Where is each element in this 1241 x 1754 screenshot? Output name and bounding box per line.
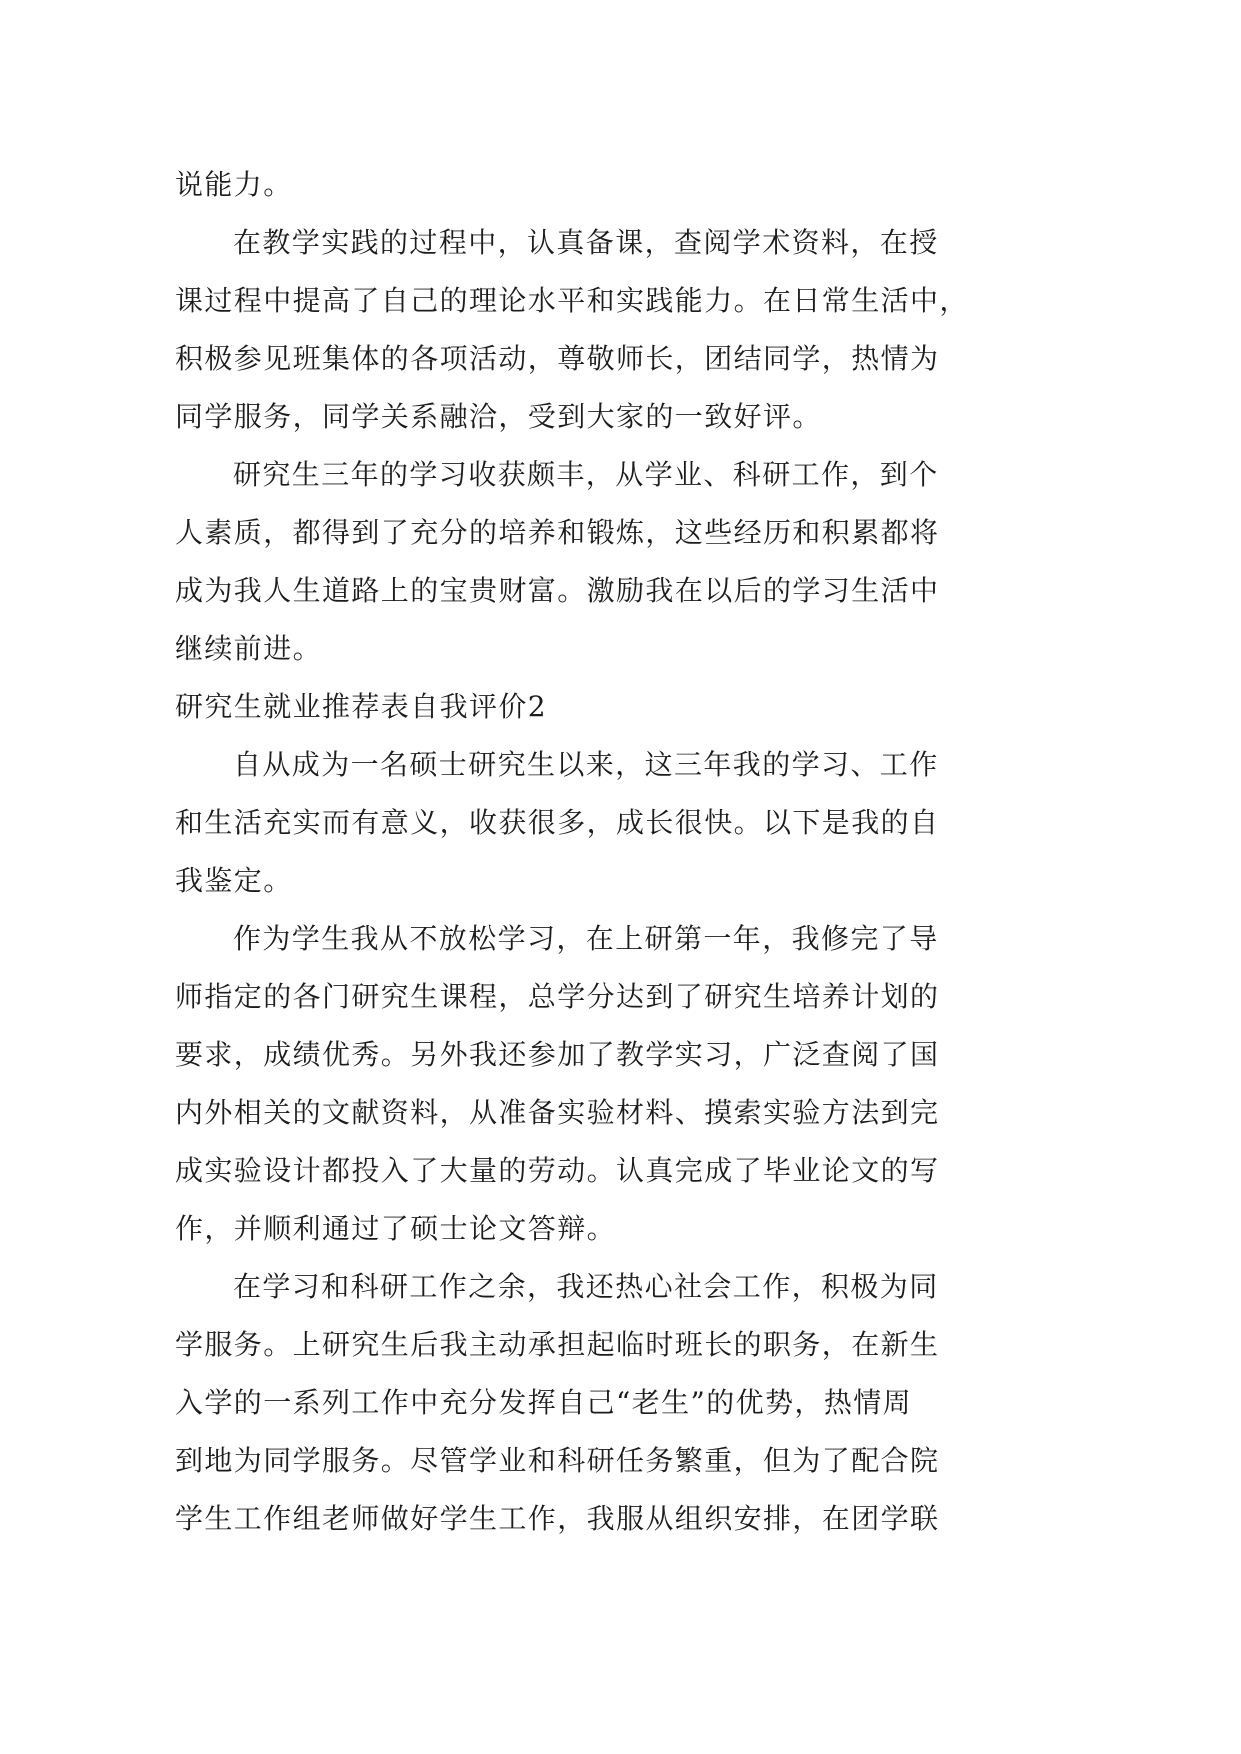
text-line: 师指定的各门研究生课程，总学分达到了研究生培养计划的 xyxy=(175,980,940,1013)
text-line: 成为我人生道路上的宝贵财富。激励我在以后的学习生活中 xyxy=(175,574,940,607)
text-line: 成实验设计都投入了大量的劳动。认真完成了毕业论文的写 xyxy=(175,1154,940,1187)
text-line: 作，并顺利通过了硕士论文答辩。 xyxy=(175,1212,617,1245)
paragraph xyxy=(175,736,1175,910)
section-heading: 研究生就业推荐表自我评价2 xyxy=(175,690,548,723)
text-line: 人素质，都得到了充分的培养和锻炼，这些经历和积累都将 xyxy=(175,516,940,549)
text-line: 说能力。 xyxy=(175,168,293,201)
text-line: 自从成为一名硕士研究生以来，这三年我的学习、工作 xyxy=(233,748,939,781)
text-line: 我鉴定。 xyxy=(175,864,293,897)
text-line: 入学的一系列工作中充分发挥自己“老生”的优势，热情周 xyxy=(175,1386,913,1419)
text-line: 要求，成绩优秀。另外我还参加了教学实习，广泛查阅了国 xyxy=(175,1038,940,1071)
text-line: 学生工作组老师做好学生工作，我服从组织安排，在团学联 xyxy=(175,1502,940,1535)
document-body xyxy=(175,156,1175,1548)
text-line: 积极参见班集体的各项活动，尊敬师长，团结同学，热情为 xyxy=(175,342,940,375)
paragraph xyxy=(175,214,1175,446)
text-line: 研究生三年的学习收获颇丰，从学业、科研工作，到个 xyxy=(233,458,939,491)
text-line: 课过程中提高了自己的理论水平和实践能力。在日常生活中， xyxy=(175,284,969,317)
text-line: 继续前进。 xyxy=(175,632,323,665)
text-line: 内外相关的文献资料，从准备实验材料、摸索实验方法到完 xyxy=(175,1096,940,1129)
text-line: 学服务。上研究生后我主动承担起临时班长的职务，在新生 xyxy=(175,1328,940,1361)
text-line: 作为学生我从不放松学习，在上研第一年，我修完了导 xyxy=(233,922,939,955)
paragraph xyxy=(175,156,1175,214)
text-line: 同学服务，同学关系融洽，受到大家的一致好评。 xyxy=(175,400,822,433)
text-line: 在教学实践的过程中，认真备课，查阅学术资料，在授 xyxy=(233,226,939,259)
paragraph xyxy=(175,910,1175,1258)
text-line: 在学习和科研工作之余，我还热心社会工作，积极为同 xyxy=(233,1270,939,1303)
paragraph xyxy=(175,1258,1175,1548)
text-line: 到地为同学服务。尽管学业和科研任务繁重，但为了配合院 xyxy=(175,1444,940,1477)
text-line: 和生活充实而有意义，收获很多，成长很快。以下是我的自 xyxy=(175,806,940,839)
paragraph xyxy=(175,446,1175,678)
